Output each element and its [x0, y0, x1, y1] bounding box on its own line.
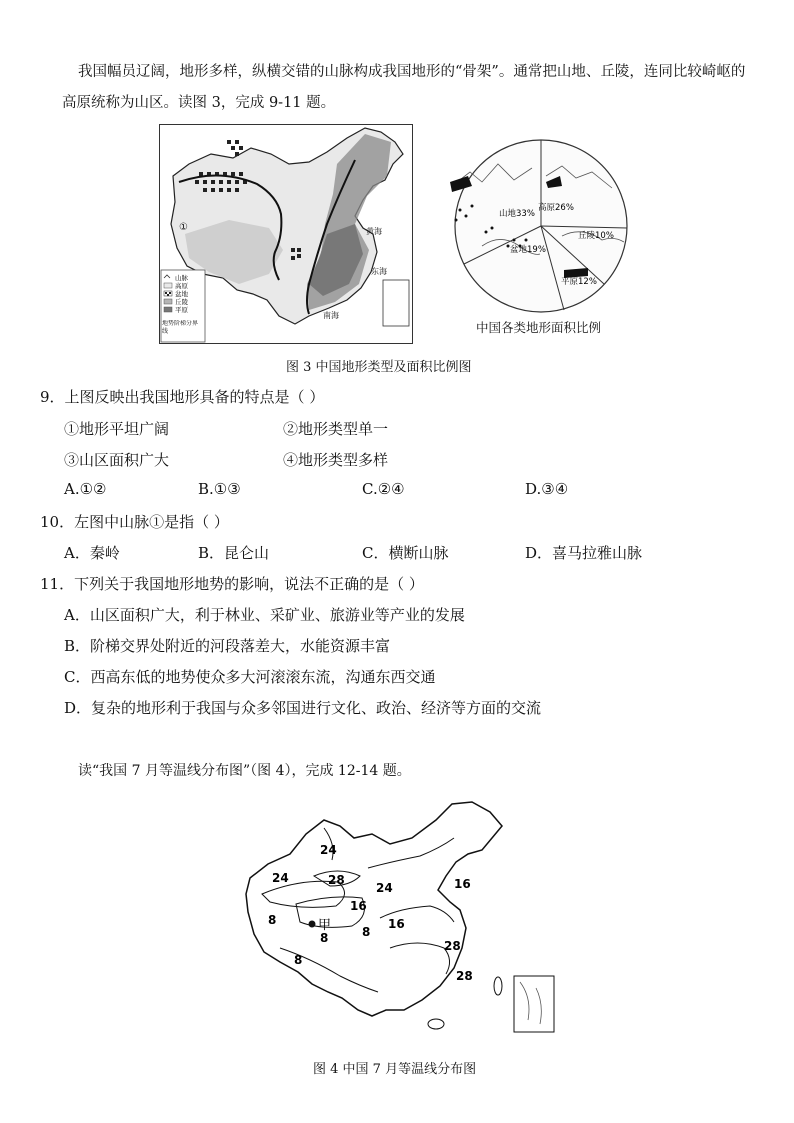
- q11-stem: 11．下列关于我国地形地势的影响，说法不正确的是（ ）: [40, 575, 424, 593]
- legend-plain: 平原: [175, 306, 188, 314]
- q10-option-d[interactable]: D．喜马拉雅山脉: [525, 544, 643, 562]
- china-outline-2: [246, 802, 502, 1016]
- q9-statement-3: ③山区面积广大: [64, 451, 170, 469]
- label-huanghai: 黄海: [366, 227, 382, 236]
- pie-chart-title: 中国各类地形面积比例: [476, 320, 602, 335]
- isotherm-label-16-b: 16: [388, 917, 405, 931]
- q9-option-b[interactable]: B.①③: [198, 480, 241, 498]
- isotherm-label-8-b: 8: [320, 931, 329, 945]
- q9-stem: 9．上图反映出我国地形具备的特点是（ ）: [40, 388, 325, 406]
- q9-option-d[interactable]: D.③④: [525, 480, 569, 498]
- isotherm-label-8-d: 8: [294, 953, 303, 967]
- legend-plateau: 高原: [175, 282, 188, 290]
- legend-mountain: 山脉: [175, 274, 188, 282]
- intro-paragraph-2: 读“我国 7 月等温线分布图”（图 4），完成 12-14 题。: [78, 763, 411, 779]
- isotherm-label-28-b: 28: [444, 939, 461, 953]
- label-donghai: 东海: [371, 267, 387, 276]
- q11-option-d[interactable]: D．复杂的地形利于我国与众多邻国进行文化、政治、经济等方面的交流: [64, 699, 542, 717]
- isotherm-label-28-a: 28: [328, 873, 345, 887]
- isotherm-label-8-c: 8: [362, 925, 371, 939]
- q9-option-c[interactable]: C.②④: [362, 480, 405, 498]
- q9-option-a[interactable]: A.①②: [64, 480, 107, 498]
- figure4-caption: 图 4 中国 7 月等温线分布图: [313, 1062, 477, 1077]
- point-jia-label: 甲: [318, 918, 332, 933]
- q10-stem: 10．左图中山脉①是指（ ）: [40, 513, 229, 531]
- isotherm-label-24-d: 16: [454, 877, 471, 891]
- q11-option-c[interactable]: C．西高东低的地势使众多大河滚滚东流，沟通东西交通: [64, 668, 436, 686]
- pie-label-basin: 盆地19%: [510, 245, 546, 255]
- q9-statement-4: ④地形类型多样: [283, 451, 389, 469]
- isotherm-label-16-a: 16: [350, 899, 367, 913]
- july-isotherm-map: [240, 798, 558, 1038]
- isotherm-label-28-c: 28: [456, 969, 473, 983]
- intro-paragraph-1: 我国幅员辽阔，地形多样，纵横交错的山脉构成我国地形的“骨架”。通常把山地、丘陵，连同比较崎岖的高原统称为山区。读图 3，完成 9-11 题。: [62, 64, 746, 111]
- terrain-map: [159, 124, 413, 344]
- legend-hills: 丘陵: [175, 298, 188, 306]
- q10-option-c[interactable]: C．横断山脉: [362, 544, 449, 562]
- pie-label-plain: 平原12%: [561, 277, 597, 287]
- terrain-pie-chart: [442, 136, 640, 336]
- q9-statement-1: ①地形平坦广阔: [64, 420, 170, 438]
- point-jia-marker: [309, 921, 316, 928]
- isotherm-label-24-c: 24: [376, 881, 393, 895]
- figure3-caption: 图 3 中国地形类型及面积比例图: [286, 360, 472, 375]
- isotherm-label-24-b: 24: [272, 871, 289, 885]
- pie-label-plateau: 高原26%: [538, 203, 574, 213]
- q11-option-a[interactable]: A．山区面积广大，利于林业、采矿业、旅游业等产业的发展: [64, 606, 465, 624]
- label-nanhai: 南海: [323, 311, 339, 320]
- pie-label-mountain: 山地33%: [499, 209, 535, 219]
- isotherm-label-8-a: 8: [268, 913, 277, 927]
- q11-option-b[interactable]: B．阶梯交界处附近的河段落差大，水能资源丰富: [64, 637, 391, 655]
- mountain-marker-1: ①: [179, 222, 188, 233]
- q10-option-b[interactable]: B．昆仑山: [198, 544, 270, 562]
- isotherm-label-24-a: 24: [320, 843, 337, 857]
- q10-option-a[interactable]: A．秦岭: [64, 544, 120, 562]
- pie-label-hills: 丘陵10%: [578, 231, 614, 241]
- legend-basin: 盆地: [175, 290, 188, 298]
- q9-statement-2: ②地形类型单一: [283, 420, 389, 438]
- legend-divide: 地势阶梯分界线: [162, 320, 199, 335]
